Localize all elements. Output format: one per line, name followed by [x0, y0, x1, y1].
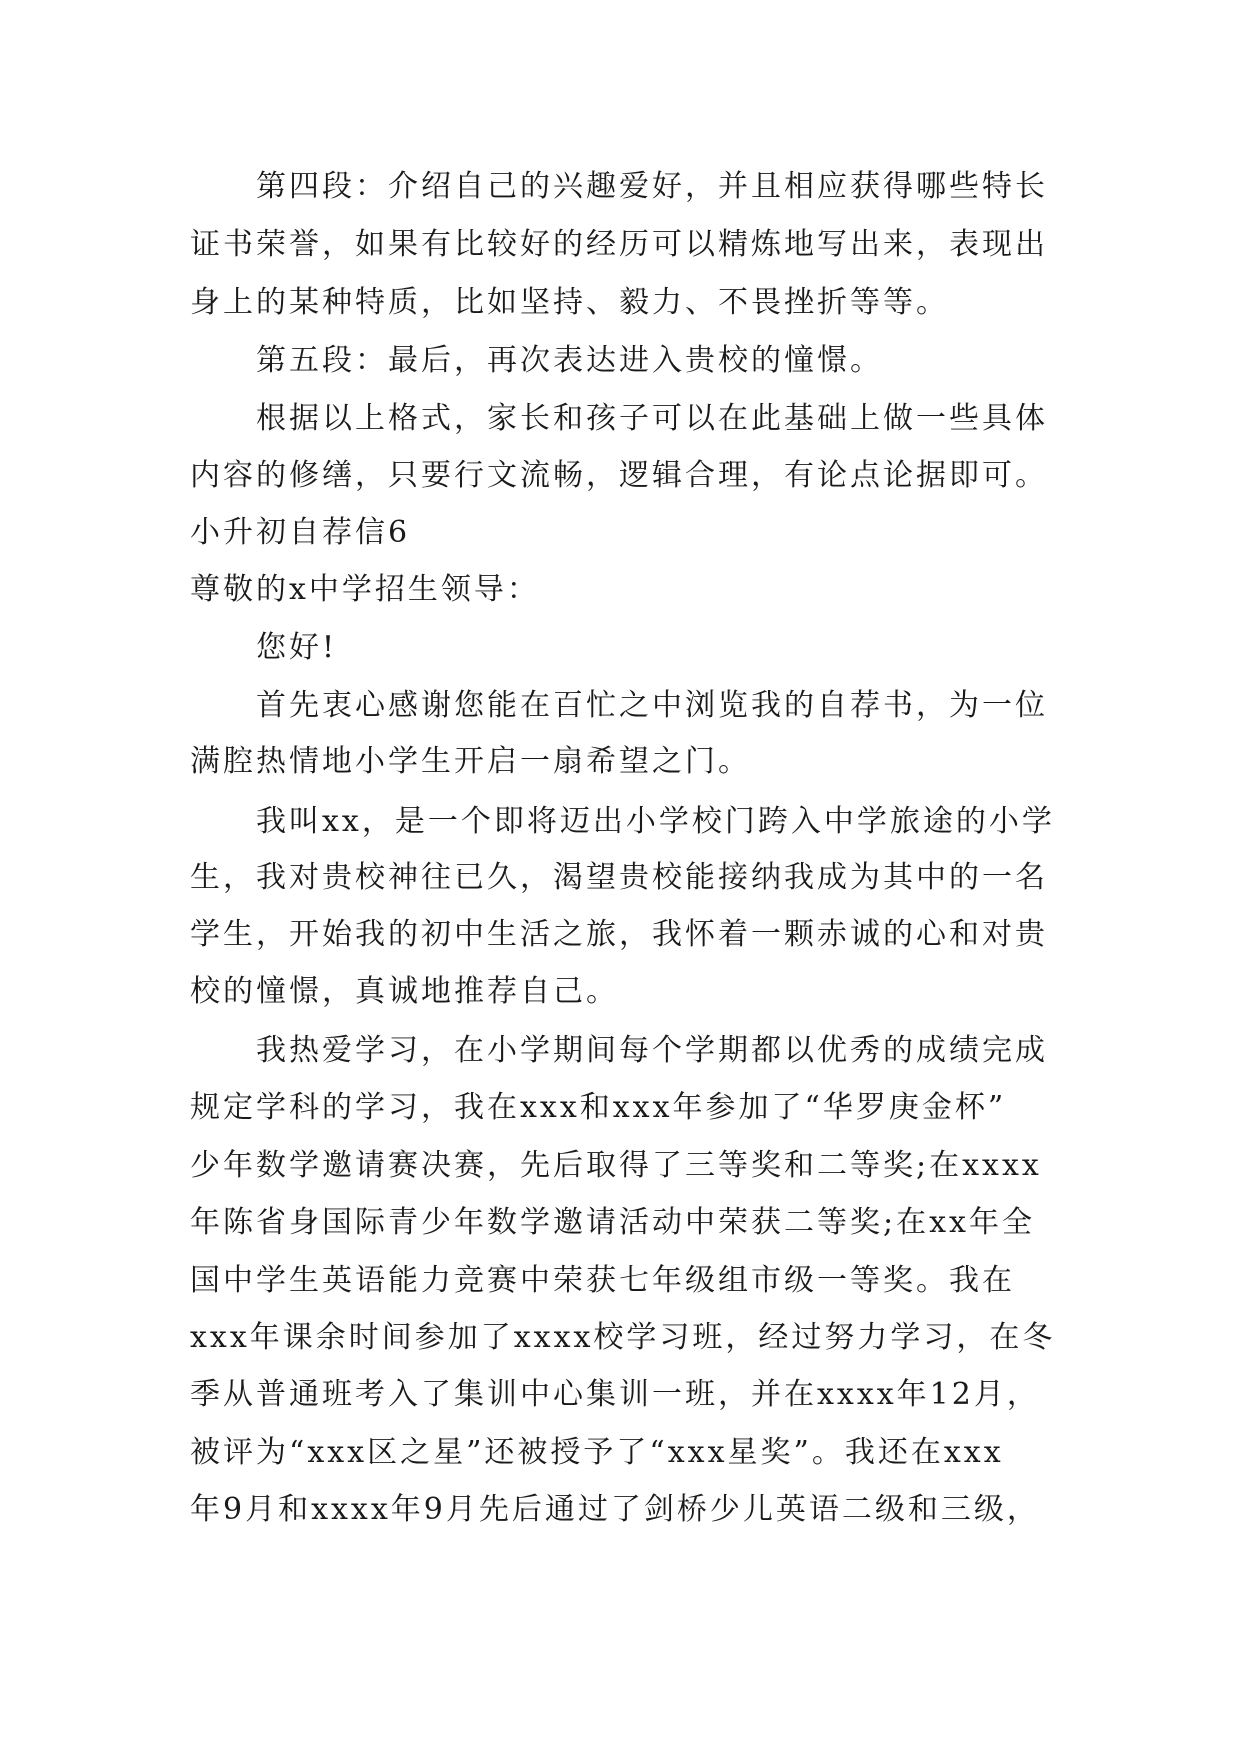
- paragraph-line: 规定学科的学习，我在xxx和xxx年参加了“华罗庚金杯”: [190, 1090, 1007, 1125]
- paragraph-line: 生，我对贵校神往已久，渴望贵校能接纳我成为其中的一名: [190, 860, 1048, 895]
- paragraph-line: 我叫xx，是一个即将迈出小学校门跨入中学旅途的小学: [256, 804, 1055, 839]
- paragraph-line: 证书荣誉，如果有比较好的经历可以精炼地写出来，表现出: [190, 227, 1048, 262]
- paragraph-line: 年陈省身国际青少年数学邀请活动中荣获二等奖;在xx年全: [190, 1205, 1035, 1240]
- paragraph-line: 校的憧憬，真诚地推荐自己。: [190, 974, 619, 1009]
- section-heading: 小升初自荐信6: [190, 515, 411, 550]
- paragraph-line: 内容的修缮，只要行文流畅，逻辑合理，有论点论据即可。: [190, 458, 1048, 493]
- paragraph-line: 学生，开始我的初中生活之旅，我怀着一颗赤诚的心和对贵: [190, 917, 1048, 952]
- greeting: 您好!: [256, 630, 338, 665]
- salutation: 尊敬的x中学招生领导：: [190, 572, 540, 607]
- paragraph-line: 满腔热情地小学生开启一扇希望之门。: [190, 744, 751, 779]
- paragraph-line: 第五段：最后，再次表达进入贵校的憧憬。: [256, 343, 883, 378]
- paragraph-line: 年9月和xxxx年9月先后通过了剑桥少儿英语二级和三级，: [190, 1492, 1040, 1527]
- paragraph-line: xxx年课余时间参加了xxxx校学习班，经过努力学习，在冬: [190, 1320, 1056, 1355]
- paragraph-line: 少年数学邀请赛决赛，先后取得了三等奖和二等奖;在xxxx: [190, 1148, 1042, 1183]
- paragraph-line: 首先衷心感谢您能在百忙之中浏览我的自荐书，为一位: [256, 688, 1048, 723]
- paragraph-line: 根据以上格式，家长和孩子可以在此基础上做一些具体: [256, 401, 1048, 436]
- paragraph-line: 第四段：介绍自己的兴趣爱好，并且相应获得哪些特长: [256, 169, 1048, 204]
- paragraph-line: 被评为“xxx区之星”还被授予了“xxx星奖”。我还在xxx: [190, 1435, 1004, 1470]
- paragraph-line: 身上的某种特质，比如坚持、毅力、不畏挫折等等。: [190, 285, 949, 320]
- paragraph-line: 我热爱学习，在小学期间每个学期都以优秀的成绩完成: [256, 1033, 1048, 1068]
- paragraph-line: 季从普通班考入了集训中心集训一班，并在xxxx年12月，: [190, 1377, 1040, 1412]
- paragraph-line: 国中学生英语能力竞赛中荣获七年级组市级一等奖。我在: [190, 1263, 1015, 1298]
